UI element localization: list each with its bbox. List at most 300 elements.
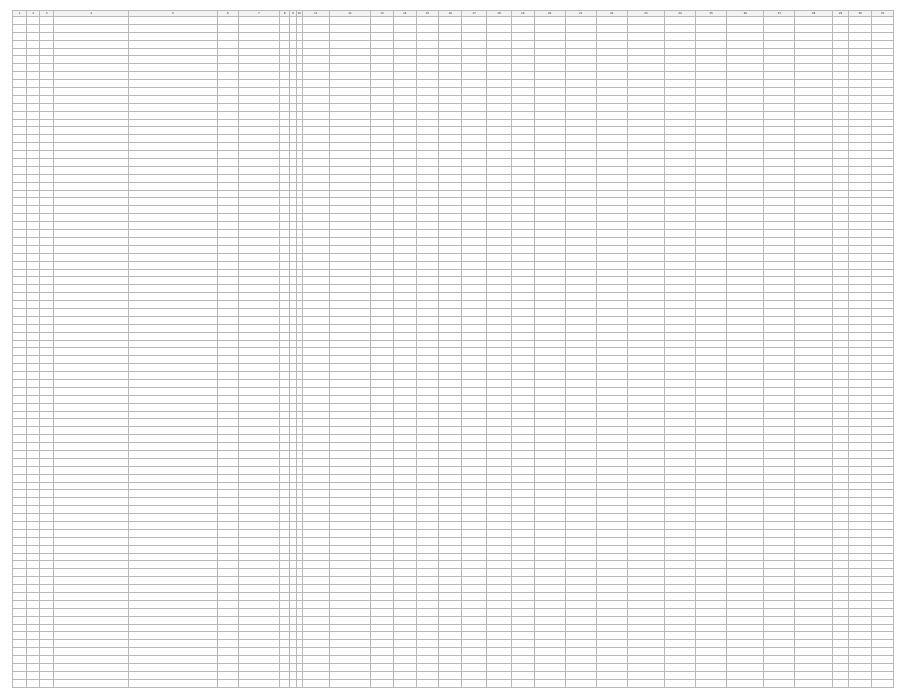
table-cell <box>329 214 370 222</box>
table-cell <box>534 222 565 230</box>
table-cell <box>462 269 487 277</box>
table-cell <box>596 261 627 269</box>
table-cell <box>872 40 894 48</box>
table-cell <box>416 624 439 632</box>
table-cell <box>54 537 129 545</box>
table-cell <box>565 214 596 222</box>
table-cell <box>302 40 329 48</box>
table-cell <box>27 143 39 151</box>
table-cell <box>627 522 664 530</box>
table-cell <box>665 301 696 309</box>
table-cell <box>302 190 329 198</box>
table-cell <box>832 593 849 601</box>
table-cell <box>27 395 39 403</box>
table-cell <box>764 48 795 56</box>
table-cell <box>511 198 534 206</box>
table-cell <box>371 214 394 222</box>
table-cell <box>27 640 39 648</box>
table-cell <box>439 466 462 474</box>
table-cell <box>627 32 664 40</box>
table-cell <box>665 159 696 167</box>
table-row <box>13 419 894 427</box>
table-cell <box>217 308 238 316</box>
table-cell <box>217 222 238 230</box>
table-cell <box>849 537 872 545</box>
table-cell <box>565 632 596 640</box>
table-cell <box>217 17 238 25</box>
table-cell <box>217 119 238 127</box>
table-cell <box>280 277 290 285</box>
column-header: 3 <box>39 11 53 17</box>
table-cell <box>238 593 279 601</box>
table-cell <box>487 466 512 474</box>
table-cell <box>54 458 129 466</box>
table-cell <box>416 522 439 530</box>
table-cell <box>280 450 290 458</box>
table-cell <box>329 569 370 577</box>
table-cell <box>39 190 53 198</box>
table-cell <box>439 174 462 182</box>
table-cell <box>238 466 279 474</box>
table-cell <box>238 671 279 679</box>
table-cell <box>627 419 664 427</box>
table-cell <box>54 214 129 222</box>
table-cell <box>217 372 238 380</box>
table-cell <box>27 624 39 632</box>
table-cell <box>849 269 872 277</box>
table-cell <box>217 245 238 253</box>
table-row <box>13 198 894 206</box>
table-cell <box>238 679 279 687</box>
table-cell <box>872 608 894 616</box>
table-cell <box>795 32 832 40</box>
table-cell <box>128 379 217 387</box>
table-cell <box>393 40 416 48</box>
table-cell <box>727 553 764 561</box>
table-cell <box>393 301 416 309</box>
table-row <box>13 135 894 143</box>
table-cell <box>280 80 290 88</box>
table-cell <box>665 103 696 111</box>
table-cell <box>13 514 27 522</box>
table-cell <box>596 159 627 167</box>
table-cell <box>665 182 696 190</box>
table-cell <box>416 450 439 458</box>
table-cell <box>596 522 627 530</box>
table-cell <box>13 569 27 577</box>
table-cell <box>302 111 329 119</box>
table-cell <box>439 593 462 601</box>
table-cell <box>393 182 416 190</box>
table-cell <box>727 143 764 151</box>
table-cell <box>849 151 872 159</box>
table-cell <box>39 324 53 332</box>
table-cell <box>54 230 129 238</box>
table-cell <box>627 277 664 285</box>
table-cell <box>565 585 596 593</box>
table-cell <box>534 600 565 608</box>
table-cell <box>302 356 329 364</box>
table-cell <box>416 600 439 608</box>
table-cell <box>128 285 217 293</box>
table-cell <box>329 450 370 458</box>
table-cell <box>872 419 894 427</box>
table-cell <box>27 379 39 387</box>
table-cell <box>665 553 696 561</box>
table-cell <box>238 151 279 159</box>
table-cell <box>487 143 512 151</box>
table-cell <box>565 198 596 206</box>
table-cell <box>238 664 279 672</box>
table-cell <box>13 24 27 32</box>
table-cell <box>13 671 27 679</box>
table-cell <box>764 24 795 32</box>
table-cell <box>832 308 849 316</box>
table-cell <box>217 403 238 411</box>
table-cell <box>565 537 596 545</box>
table-cell <box>627 498 664 506</box>
table-cell <box>329 624 370 632</box>
table-cell <box>13 632 27 640</box>
table-cell <box>727 656 764 664</box>
table-cell <box>371 490 394 498</box>
table-cell <box>393 245 416 253</box>
column-header: 5 <box>128 11 217 17</box>
table-cell <box>371 135 394 143</box>
table-cell <box>727 151 764 159</box>
table-cell <box>872 679 894 687</box>
table-cell <box>872 466 894 474</box>
table-cell <box>128 522 217 530</box>
table-cell <box>727 640 764 648</box>
table-cell <box>795 48 832 56</box>
table-row <box>13 72 894 80</box>
table-cell <box>849 80 872 88</box>
table-cell <box>13 466 27 474</box>
table-cell <box>627 48 664 56</box>
table-cell <box>565 285 596 293</box>
table-cell <box>371 103 394 111</box>
table-cell <box>665 458 696 466</box>
table-cell <box>302 458 329 466</box>
table-cell <box>27 119 39 127</box>
table-cell <box>627 490 664 498</box>
table-cell <box>393 640 416 648</box>
table-cell <box>416 395 439 403</box>
table-cell <box>487 474 512 482</box>
table-cell <box>565 301 596 309</box>
table-cell <box>696 379 727 387</box>
table-cell <box>54 427 129 435</box>
table-cell <box>872 364 894 372</box>
table-cell <box>511 466 534 474</box>
table-cell <box>872 332 894 340</box>
table-cell <box>565 379 596 387</box>
table-cell <box>849 119 872 127</box>
table-cell <box>665 569 696 577</box>
table-cell <box>665 324 696 332</box>
table-cell <box>302 545 329 553</box>
table-cell <box>627 435 664 443</box>
table-cell <box>727 403 764 411</box>
table-cell <box>727 277 764 285</box>
table-cell <box>696 624 727 632</box>
table-cell <box>393 356 416 364</box>
table-cell <box>128 435 217 443</box>
table-cell <box>764 174 795 182</box>
table-cell <box>393 230 416 238</box>
table-cell <box>727 490 764 498</box>
table-cell <box>217 48 238 56</box>
table-cell <box>238 214 279 222</box>
table-cell <box>872 293 894 301</box>
table-cell <box>280 174 290 182</box>
table-cell <box>727 474 764 482</box>
table-cell <box>872 569 894 577</box>
table-cell <box>849 482 872 490</box>
table-cell <box>238 450 279 458</box>
table-cell <box>329 522 370 530</box>
column-header: 20 <box>534 11 565 17</box>
table-cell <box>832 585 849 593</box>
table-cell <box>565 640 596 648</box>
table-cell <box>795 443 832 451</box>
table-cell <box>832 190 849 198</box>
table-cell <box>371 127 394 135</box>
table-cell <box>462 435 487 443</box>
table-cell <box>393 608 416 616</box>
table-cell <box>832 143 849 151</box>
table-cell <box>329 269 370 277</box>
table-cell <box>13 174 27 182</box>
table-cell <box>872 498 894 506</box>
table-cell <box>849 40 872 48</box>
table-row <box>13 301 894 309</box>
table-cell <box>534 135 565 143</box>
table-cell <box>596 577 627 585</box>
table-cell <box>596 506 627 514</box>
table-cell <box>39 427 53 435</box>
table-cell <box>27 166 39 174</box>
table-cell <box>302 316 329 324</box>
table-cell <box>128 450 217 458</box>
table-cell <box>371 143 394 151</box>
table-cell <box>371 443 394 451</box>
table-cell <box>439 561 462 569</box>
table-cell <box>54 522 129 530</box>
table-cell <box>27 553 39 561</box>
table-cell <box>329 17 370 25</box>
table-cell <box>238 111 279 119</box>
table-cell <box>39 616 53 624</box>
table-cell <box>511 498 534 506</box>
table-cell <box>627 166 664 174</box>
table-row <box>13 237 894 245</box>
table-cell <box>764 190 795 198</box>
table-cell <box>280 624 290 632</box>
table-cell <box>27 522 39 530</box>
table-cell <box>487 395 512 403</box>
table-cell <box>764 395 795 403</box>
table-cell <box>393 577 416 585</box>
table-cell <box>302 529 329 537</box>
table-cell <box>393 450 416 458</box>
table-cell <box>511 230 534 238</box>
table-cell <box>764 348 795 356</box>
table-cell <box>329 632 370 640</box>
table-cell <box>462 293 487 301</box>
table-row <box>13 40 894 48</box>
table-cell <box>416 24 439 32</box>
table-cell <box>627 230 664 238</box>
table-cell <box>849 411 872 419</box>
table-cell <box>487 48 512 56</box>
table-cell <box>565 308 596 316</box>
table-row <box>13 159 894 167</box>
table-cell <box>511 506 534 514</box>
table-cell <box>665 261 696 269</box>
table-cell <box>302 56 329 64</box>
table-cell <box>872 88 894 96</box>
table-cell <box>832 671 849 679</box>
table-cell <box>329 88 370 96</box>
table-cell <box>238 372 279 380</box>
table-cell <box>627 671 664 679</box>
table-cell <box>238 435 279 443</box>
table-cell <box>596 48 627 56</box>
table-cell <box>238 458 279 466</box>
table-cell <box>217 80 238 88</box>
table-cell <box>696 506 727 514</box>
table-cell <box>627 40 664 48</box>
table-cell <box>280 632 290 640</box>
table-cell <box>329 474 370 482</box>
table-cell <box>795 529 832 537</box>
table-cell <box>217 356 238 364</box>
table-cell <box>128 443 217 451</box>
table-row <box>13 585 894 593</box>
table-row <box>13 443 894 451</box>
table-cell <box>329 166 370 174</box>
table-cell <box>596 427 627 435</box>
table-cell <box>329 529 370 537</box>
table-cell <box>462 466 487 474</box>
table-row <box>13 372 894 380</box>
table-cell <box>511 159 534 167</box>
table-cell <box>393 277 416 285</box>
table-cell <box>238 411 279 419</box>
table-cell <box>217 198 238 206</box>
table-cell <box>128 427 217 435</box>
table-row <box>13 616 894 624</box>
table-cell <box>13 214 27 222</box>
table-cell <box>302 482 329 490</box>
table-cell <box>596 32 627 40</box>
table-cell <box>393 17 416 25</box>
table-cell <box>13 316 27 324</box>
table-cell <box>565 190 596 198</box>
table-cell <box>302 490 329 498</box>
table-cell <box>439 119 462 127</box>
table-cell <box>27 387 39 395</box>
table-cell <box>128 529 217 537</box>
table-cell <box>280 24 290 32</box>
table-cell <box>511 537 534 545</box>
table-cell <box>302 261 329 269</box>
table-cell <box>439 166 462 174</box>
table-cell <box>872 324 894 332</box>
table-cell <box>665 395 696 403</box>
table-cell <box>696 632 727 640</box>
table-cell <box>462 80 487 88</box>
table-cell <box>487 190 512 198</box>
table-cell <box>13 103 27 111</box>
table-cell <box>302 206 329 214</box>
table-cell <box>13 40 27 48</box>
table-cell <box>795 174 832 182</box>
table-cell <box>511 427 534 435</box>
table-cell <box>849 285 872 293</box>
table-cell <box>764 103 795 111</box>
table-row <box>13 324 894 332</box>
table-cell <box>128 174 217 182</box>
table-cell <box>511 545 534 553</box>
table-cell <box>872 561 894 569</box>
table-cell <box>534 261 565 269</box>
table-cell <box>764 166 795 174</box>
table-cell <box>13 190 27 198</box>
table-cell <box>511 222 534 230</box>
table-cell <box>849 332 872 340</box>
table-cell <box>128 348 217 356</box>
table-cell <box>849 593 872 601</box>
table-cell <box>511 277 534 285</box>
table-cell <box>534 498 565 506</box>
table-cell <box>439 553 462 561</box>
table-cell <box>795 190 832 198</box>
table-cell <box>872 640 894 648</box>
table-cell <box>665 64 696 72</box>
table-cell <box>795 561 832 569</box>
table-cell <box>849 277 872 285</box>
table-cell <box>39 332 53 340</box>
table-cell <box>280 72 290 80</box>
table-cell <box>238 632 279 640</box>
table-cell <box>393 474 416 482</box>
table-row <box>13 529 894 537</box>
table-cell <box>487 277 512 285</box>
table-cell <box>534 32 565 40</box>
table-cell <box>487 356 512 364</box>
table-cell <box>696 261 727 269</box>
table-cell <box>832 40 849 48</box>
table-cell <box>511 679 534 687</box>
table-cell <box>302 522 329 530</box>
table-cell <box>849 577 872 585</box>
table-cell <box>849 198 872 206</box>
table-cell <box>280 577 290 585</box>
table-cell <box>371 593 394 601</box>
table-cell <box>487 600 512 608</box>
table-cell <box>462 514 487 522</box>
table-cell <box>302 269 329 277</box>
table-cell <box>795 245 832 253</box>
table-cell <box>487 88 512 96</box>
table-cell <box>849 340 872 348</box>
table-cell <box>439 72 462 80</box>
table-cell <box>439 632 462 640</box>
table-cell <box>487 64 512 72</box>
